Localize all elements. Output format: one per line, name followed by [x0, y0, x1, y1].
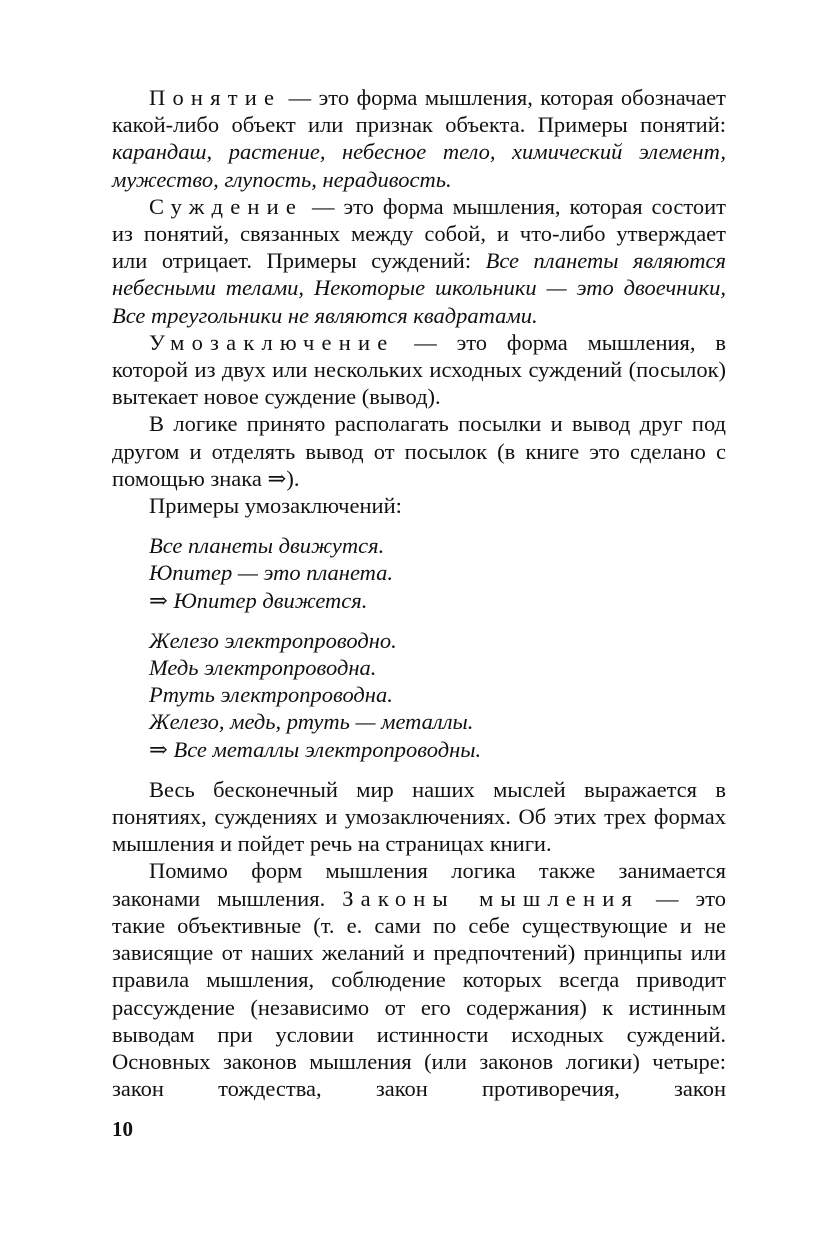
paragraph-notation: В логике принято располагать посылки и вывод друг под другом и отделять вывод от посылок (в книге это сделано с помощью знака ⇒). [112, 411, 726, 491]
term-concept: Понятие [149, 85, 282, 110]
laws-lead: Помимо форм мышления логика также занимается законами мышления. [112, 858, 726, 911]
term-judgment: Суждение [149, 193, 304, 219]
example-line: Железо электропроводно. [149, 627, 397, 653]
laws-definition: — это такие объективные (т. е. сами по себе существующие и не зависящие от наших желаний и предпочтений) принципы или правила мышления, соблюдение которых всегда приводит рассуждение (независимо от его содержания) к истинным выводам при условии истинности исходных суждений. Основных законов мышления (или законов логики) четыре: закон тождества, закон противоречия, закон [112, 885, 726, 1102]
paragraph-judgment [112, 193, 726, 329]
judgment-examples: Все планеты являются небесными телами, Некоторые школьники — это двоечники, Все треугольники не являются квадратами. [112, 248, 726, 328]
paragraph-thought-world: Весь бесконечный мир наших мыслей выражается в понятиях, суждениях и умозаключениях. Об этих трех формах мышления и пойдет речь на страницах книги. [112, 776, 726, 857]
concept-examples: карандаш, растение, небесное тело, химический элемент, мужество, глупость, нерадивость. [112, 139, 726, 192]
inference-example-2 [112, 627, 726, 763]
example-line: Юпитер — это планета. [149, 560, 394, 586]
body-text [112, 84, 726, 1102]
example-line: Медь электропроводна. [149, 655, 377, 681]
inference-example-1 [112, 532, 726, 614]
term-inference: Умозаключение [149, 329, 395, 355]
paragraph-laws [112, 857, 726, 1102]
judgment-definition: — это форма мышления, которая состоит из понятий, связанных между собой, и что-либо утверждает или отрицает. Примеры суждений: [112, 193, 726, 274]
term-laws: Законы мышления [342, 885, 640, 911]
example-line: Ртуть электропроводна. [149, 682, 393, 708]
example-line: Железо, медь, ртуть — металлы. [149, 709, 474, 735]
paragraph-inference [112, 329, 726, 411]
example-conclusion: ⇒ Юпитер движется. [149, 587, 368, 613]
concept-definition: — это форма мышления, которая обозначает какой-либо объект или признак объекта. Примеры понятий: [112, 85, 726, 138]
inference-definition: — это форма мышления, в которой из двух или нескольких исходных суждений (посылок) вытекает новое суждение (вывод). [112, 329, 726, 410]
paragraph-concept [112, 84, 726, 193]
page-number: 10 [112, 1117, 133, 1141]
example-line: Все планеты движутся. [149, 533, 385, 559]
paragraph-examples-intro: Примеры умозаключений: [149, 493, 402, 519]
example-conclusion: ⇒ Все металлы электропроводны. [149, 736, 482, 762]
